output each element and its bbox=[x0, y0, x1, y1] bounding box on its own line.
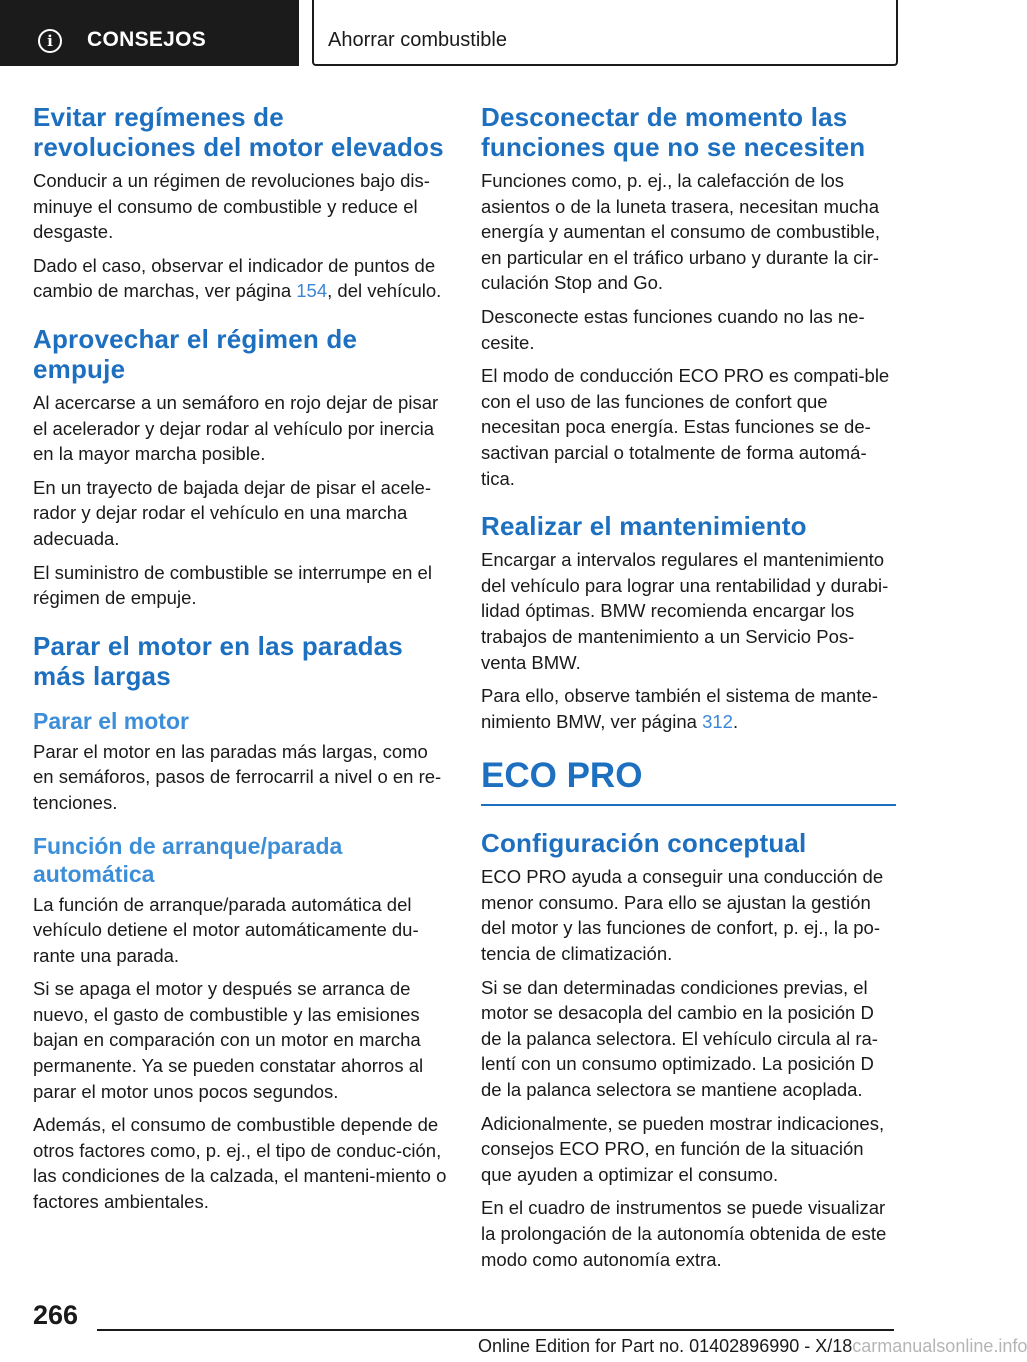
paragraph: Si se apaga el motor y después se arranca de nuevo, el gasto de combustible y las emisiones bajan en comparación con un motor en marcha permanente. Ya se pueden constatar ahorros al parar el motor unos pocos segundos. bbox=[33, 978, 424, 1102]
section-title-configuracion: Configuración conceptual bbox=[481, 828, 807, 859]
paragraph: Desconecte estas funciones cuando no las ne‐cesite. bbox=[481, 305, 865, 353]
footer-divider bbox=[97, 1329, 894, 1331]
footer-edition: Online Edition for Part no. 01402896990 - X/18carmanualsonline.info bbox=[478, 1336, 1027, 1356]
paragraph: Conducir a un régimen de revoluciones bajo dis‐minuye el consumo de combustible y reduce el desgaste. bbox=[33, 170, 430, 243]
section-title-desconectar: Desconectar de momento las funciones que no se necesiten bbox=[481, 102, 866, 162]
paragraph: Para ello, observe también el sistema de mante‐nimiento BMW, ver página 312. bbox=[481, 685, 878, 732]
left-column bbox=[33, 102, 449, 1223]
chapter-title: Ahorrar combustible bbox=[328, 29, 507, 51]
page-link-312[interactable]: 312 bbox=[702, 710, 733, 732]
page-header bbox=[0, 0, 960, 66]
page-number: 266 bbox=[33, 1300, 79, 1330]
section-title-parar-motor: Parar el motor en las paradas más largas bbox=[33, 630, 403, 691]
paragraph: El modo de conducción ECO PRO es compati‐ble con el uso de las funciones de confort que necesitan poca energía. Estas funciones se de‐sactivan parcial o totalmente de forma automá‐tica. bbox=[481, 365, 890, 489]
chapter-divider bbox=[481, 804, 896, 806]
paragraph: Encargar a intervalos regulares el mantenimiento del vehículo para lograr una rentabilidad y durabi‐lidad óptimas. BMW recomienda encargar los trabajos de mantenimiento a un Servicio Pos‐venta BMW. bbox=[481, 549, 889, 673]
paragraph: La función de arranque/parada automática del vehículo detiene el motor automáticamente du‐rante una parada. bbox=[33, 893, 419, 966]
paragraph: Además, el consumo de combustible depende de otros factores como, p. ej., el tipo de conduc‐ción, las condiciones de la calzada, el manteni‐miento o factores ambientales. bbox=[33, 1114, 447, 1213]
chapter-heading-eco-pro: ECO PRO bbox=[481, 756, 643, 796]
info-icon: i bbox=[38, 29, 62, 53]
section-title-mantenimiento: Realizar el mantenimiento bbox=[481, 511, 807, 542]
subsection-title-parar-motor: Parar el motor bbox=[33, 707, 189, 734]
subsection-title-arranque-parada: Función de arranque/parada automática bbox=[33, 832, 343, 887]
paragraph: Funciones como, p. ej., la calefacción de los asientos o de la luneta trasera, necesitan mucha energía y aumentan el consumo de combustible, en particular en el tráfico urbano y durante la cir‐culación Stop and Go. bbox=[481, 170, 881, 294]
section-label: CONSEJOS bbox=[87, 28, 207, 51]
paragraph: Parar el motor en las paradas más largas, como en semáforos, pasos de ferrocarril a nivel o en re‐tenciones. bbox=[33, 740, 442, 813]
section-tab bbox=[0, 0, 299, 66]
section-title-empuje: Aprovechar el régimen de empuje bbox=[33, 323, 358, 384]
paragraph: Adicionalmente, se pueden mostrar indicaciones, consejos ECO PRO, en función de la situación que ayuden a optimizar el consumo. bbox=[481, 1112, 885, 1185]
section-title-revoluciones: Evitar regímenes de revoluciones del motor elevados bbox=[33, 102, 444, 162]
paragraph: El suministro de combustible se interrumpe en el régimen de empuje. bbox=[33, 561, 432, 609]
right-column bbox=[481, 102, 896, 1280]
paragraph: En un trayecto de bajada dejar de pisar el acele‐rador y dejar rodar el vehículo en una marcha adecuada. bbox=[33, 476, 432, 549]
chapter-tab bbox=[312, 0, 898, 66]
paragraph: Al acercarse a un semáforo en rojo dejar de pisar el acelerador y dejar rodar al vehículo por inercia en la mayor marcha posible. bbox=[33, 391, 439, 465]
paragraph: Si se dan determinadas condiciones previas, el motor se desacopla del cambio en la posición D de la palanca selectora. El vehículo circula al ra‐lentí con un consumo optimizado. La posición D de la palanca selectora se mantiene acoplada. bbox=[481, 976, 878, 1101]
paragraph: Dado el caso, observar el indicador de puntos de cambio de marchas, ver página 154, del vehículo. bbox=[33, 254, 442, 302]
page-link-154[interactable]: 154 bbox=[296, 280, 328, 302]
paragraph: ECO PRO ayuda a conseguir una conducción de menor consumo. Para ello se ajustan la gestión del motor y las funciones de confort, p. ej., la po‐tencia de climatización. bbox=[481, 866, 884, 965]
paragraph: En el cuadro de instrumentos se puede visualizar la prolongación de la autonomía obtenida de este modo como autonomía extra. bbox=[481, 1197, 887, 1270]
watermark: carmanualsonline.info bbox=[852, 1336, 1027, 1356]
